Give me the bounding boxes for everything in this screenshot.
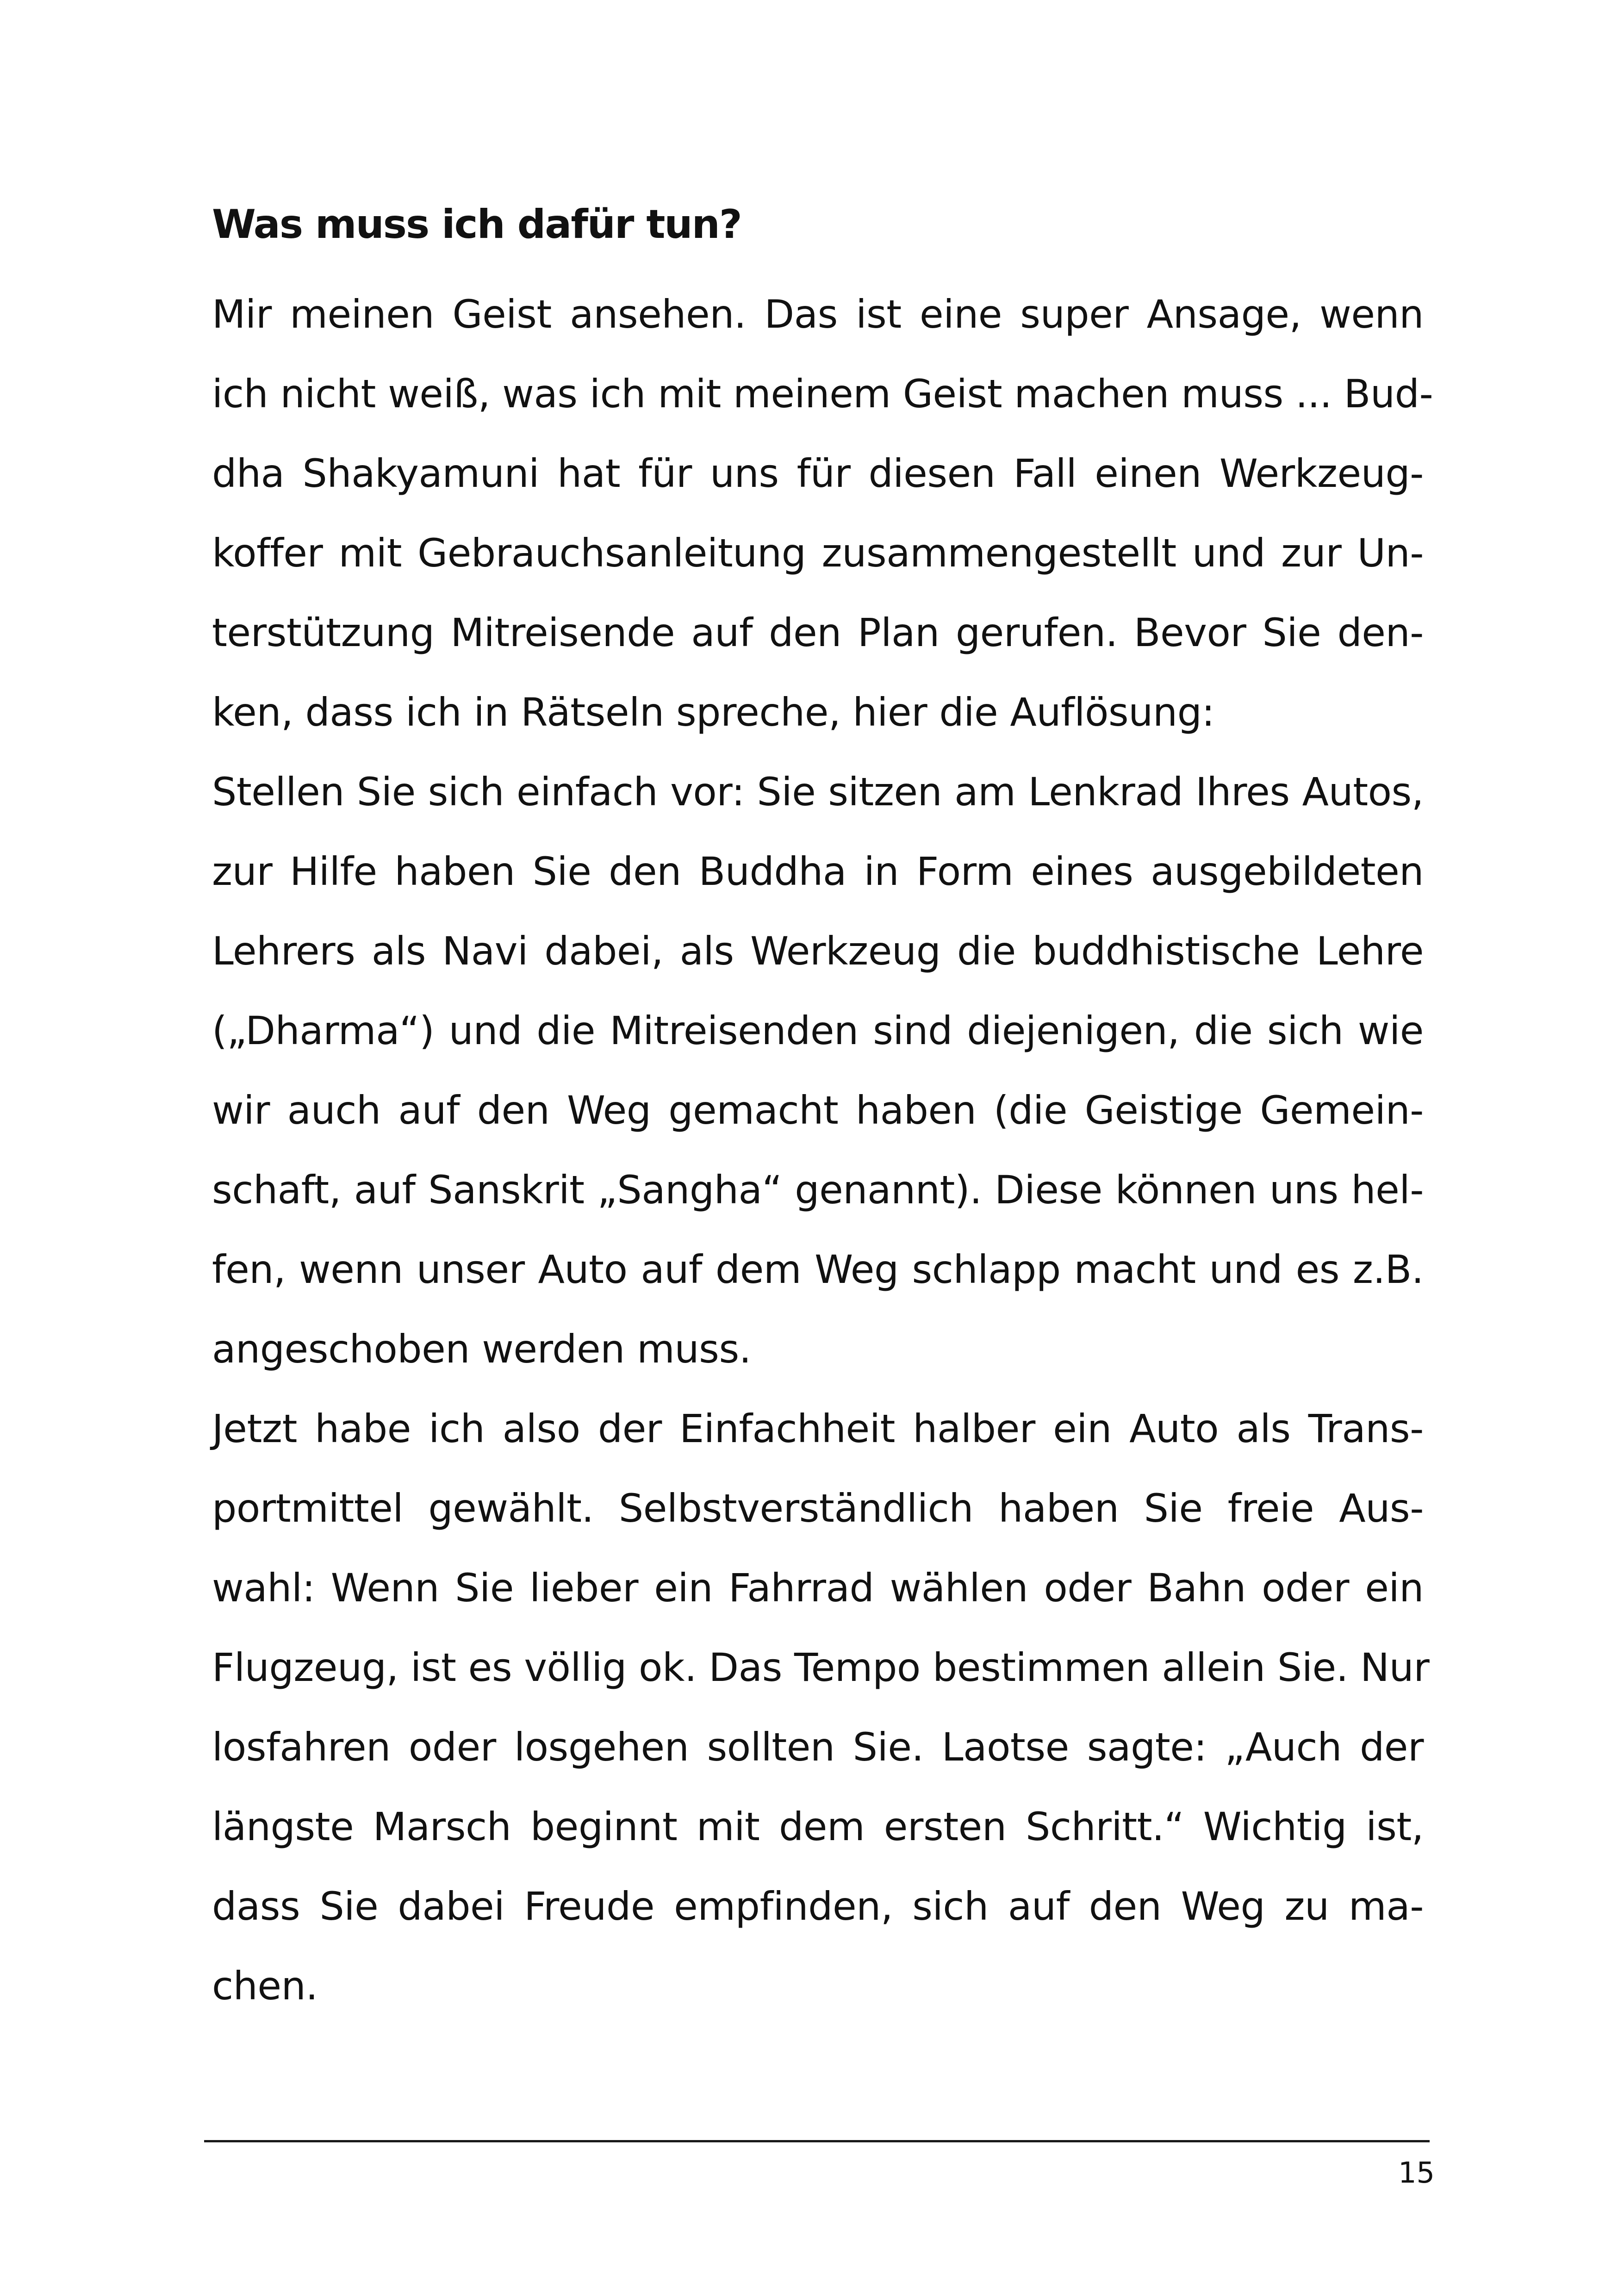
footer-rule	[204, 2140, 1430, 2142]
body-line: koffer mit Gebrauchsanleitung zusammengestellt und zur Un-	[212, 530, 1424, 576]
body-line: dass Sie dabei Freude empfinden, sich auf den Weg zu ma-	[212, 1884, 1424, 1929]
body-line: ich nicht weiß, was ich mit meinem Geist machen muss ... Bud-	[212, 371, 1433, 417]
body-line: schaft, auf Sanskrit „Sangha“ genannt). Diese können uns hel-	[212, 1167, 1424, 1213]
body-line: wahl: Wenn Sie lieber ein Fahrrad wählen oder Bahn oder ein	[212, 1565, 1424, 1611]
body-line: portmittel gewählt. Selbstverständlich haben Sie freie Aus-	[212, 1486, 1424, 1531]
body-line: fen, wenn unser Auto auf dem Weg schlapp macht und es z.B.	[212, 1247, 1424, 1292]
body-line: losfahren oder losgehen sollten Sie. Laotse sagte: „Auch der	[212, 1724, 1424, 1770]
body-line: terstützung Mitreisende auf den Plan gerufen. Bevor Sie den-	[212, 610, 1424, 655]
body-line: Mir meinen Geist ansehen. Das ist eine super Ansage, wenn	[212, 292, 1424, 337]
body-line: („Dharma“) und die Mitreisenden sind diejenigen, die sich wie	[212, 1008, 1424, 1053]
body-line: angeschoben werden muss.	[212, 1326, 751, 1372]
section-heading: Was muss ich dafür tun?	[212, 201, 741, 248]
body-line: Lehrers als Navi dabei, als Werkzeug die buddhistische Lehre	[212, 928, 1424, 974]
body-line: chen.	[212, 1963, 318, 2009]
body-line: dha Shakyamuni hat für uns für diesen Fall einen Werkzeug-	[212, 451, 1424, 496]
body-line: Jetzt habe ich also der Einfachheit halber ein Auto als Trans-	[212, 1406, 1424, 1451]
page-number: 15	[1398, 2156, 1435, 2190]
body-line: zur Hilfe haben Sie den Buddha in Form eines ausgebildeten	[212, 849, 1424, 894]
body-line: ken, dass ich in Rätseln spreche, hier die Auflösung:	[212, 690, 1215, 735]
body-line: Stellen Sie sich einfach vor: Sie sitzen am Lenkrad Ihres Autos,	[212, 769, 1424, 815]
body-line: wir auch auf den Weg gemacht haben (die Geistige Gemein-	[212, 1088, 1424, 1133]
body-line: Flugzeug, ist es völlig ok. Das Tempo bestimmen allein Sie. Nur	[212, 1645, 1430, 1690]
body-line: längste Marsch beginnt mit dem ersten Schritt.“ Wichtig ist,	[212, 1804, 1424, 1849]
